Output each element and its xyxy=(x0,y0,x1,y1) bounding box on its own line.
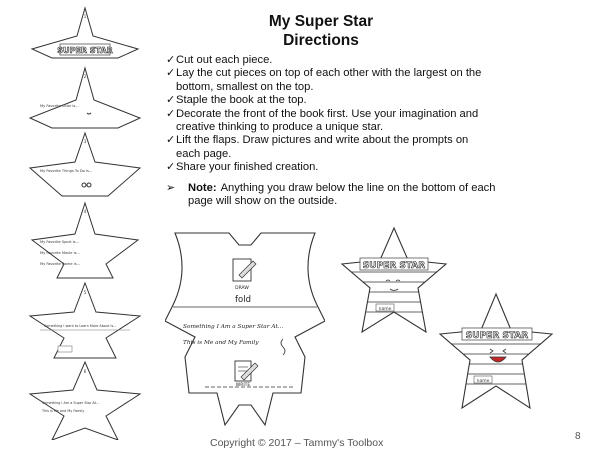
piece-5 xyxy=(30,283,140,358)
svg-text:My Favorite Color is...: My Favorite Color is... xyxy=(40,104,79,108)
book-pieces xyxy=(0,0,160,440)
svg-text:3: 3 xyxy=(83,139,87,144)
svg-text:My Favorite Sport is...: My Favorite Sport is... xyxy=(40,240,79,244)
svg-text:5: 5 xyxy=(83,290,87,295)
svg-text:My Favorite Things To Do is...: My Favorite Things To Do is... xyxy=(40,169,93,173)
diagram-prompt-line-2: This is Me and My Family xyxy=(183,340,259,346)
check-icon: ✓ xyxy=(166,54,176,66)
svg-text:1: 1 xyxy=(83,14,87,19)
svg-text:Something I Am a Super Star At: Something I Am a Super Star At... xyxy=(42,401,100,405)
svg-text:My Favorite Movie is...: My Favorite Movie is... xyxy=(40,251,80,255)
check-icon: ✓ xyxy=(166,67,176,80)
check-icon: ✓ xyxy=(166,107,176,120)
title-line-2: Directions xyxy=(283,32,359,49)
svg-text:My Favorite Game is...: My Favorite Game is... xyxy=(40,262,81,266)
note-label: Note: xyxy=(188,182,217,194)
cover-1-name: name xyxy=(378,307,392,312)
svg-text:This is Me and My Family: This is Me and My Family xyxy=(42,409,85,413)
piece-1-banner: SUPER STAR xyxy=(57,46,113,55)
cover-star-2 xyxy=(436,292,556,412)
svg-text:Something I want to Learn More: Something I want to Learn More About is... xyxy=(44,324,117,328)
direction-item: ✓ Share your finished creation. xyxy=(166,161,319,174)
cover-2-banner: SUPER STAR xyxy=(465,331,529,341)
cover-2-name: name xyxy=(476,379,490,384)
piece-4 xyxy=(32,203,138,278)
directions-list xyxy=(166,54,526,175)
check-icon: ✓ xyxy=(166,94,176,107)
page-number: 8 xyxy=(575,431,581,442)
cover-1-banner: SUPER STAR xyxy=(362,261,426,271)
check-icon: ✓ xyxy=(166,134,176,147)
diagram-prompt-line-1: Something I Am a Super Star At... xyxy=(183,324,284,330)
fold-label: fold xyxy=(235,295,251,305)
piece-6 xyxy=(30,362,140,440)
direction-item: ✓ Staple the book at the top. xyxy=(166,94,307,107)
arrow-bullet-icon: ➢ xyxy=(166,182,176,194)
svg-text:6: 6 xyxy=(83,369,87,374)
copyright-footer: Copyright © 2017 – Tammy's Toolbox xyxy=(210,437,384,449)
page-title xyxy=(196,12,446,50)
direction-item: ✓ Cut out each piece. xyxy=(166,54,273,66)
fold-diagram xyxy=(165,225,325,430)
direction-item: ✓ Lay the cut pieces on top of each other with the largest on the bottom, smallest on the top. xyxy=(166,67,482,93)
title-line-1: My Super Star xyxy=(268,13,374,30)
check-icon: ✓ xyxy=(166,161,176,174)
write-label: WRITE xyxy=(235,383,251,388)
svg-text:2: 2 xyxy=(83,74,87,79)
direction-item: ✓ Decorate the front of the book first. Use your imagination and creative thinking to produce a unique star. xyxy=(166,107,479,134)
draw-label: DRAW xyxy=(235,286,249,291)
note: ➢ Note: Anything you draw below the line on the bottom of each page will show on the outside. xyxy=(166,182,496,208)
piece-2 xyxy=(30,68,140,128)
svg-text:4: 4 xyxy=(83,209,87,214)
piece-3 xyxy=(30,133,140,196)
cover-star-1 xyxy=(338,226,450,338)
direction-item: ✓ Lift the flaps. Draw pictures and write about the prompts on each page. xyxy=(166,134,469,160)
piece-1 xyxy=(32,8,138,58)
